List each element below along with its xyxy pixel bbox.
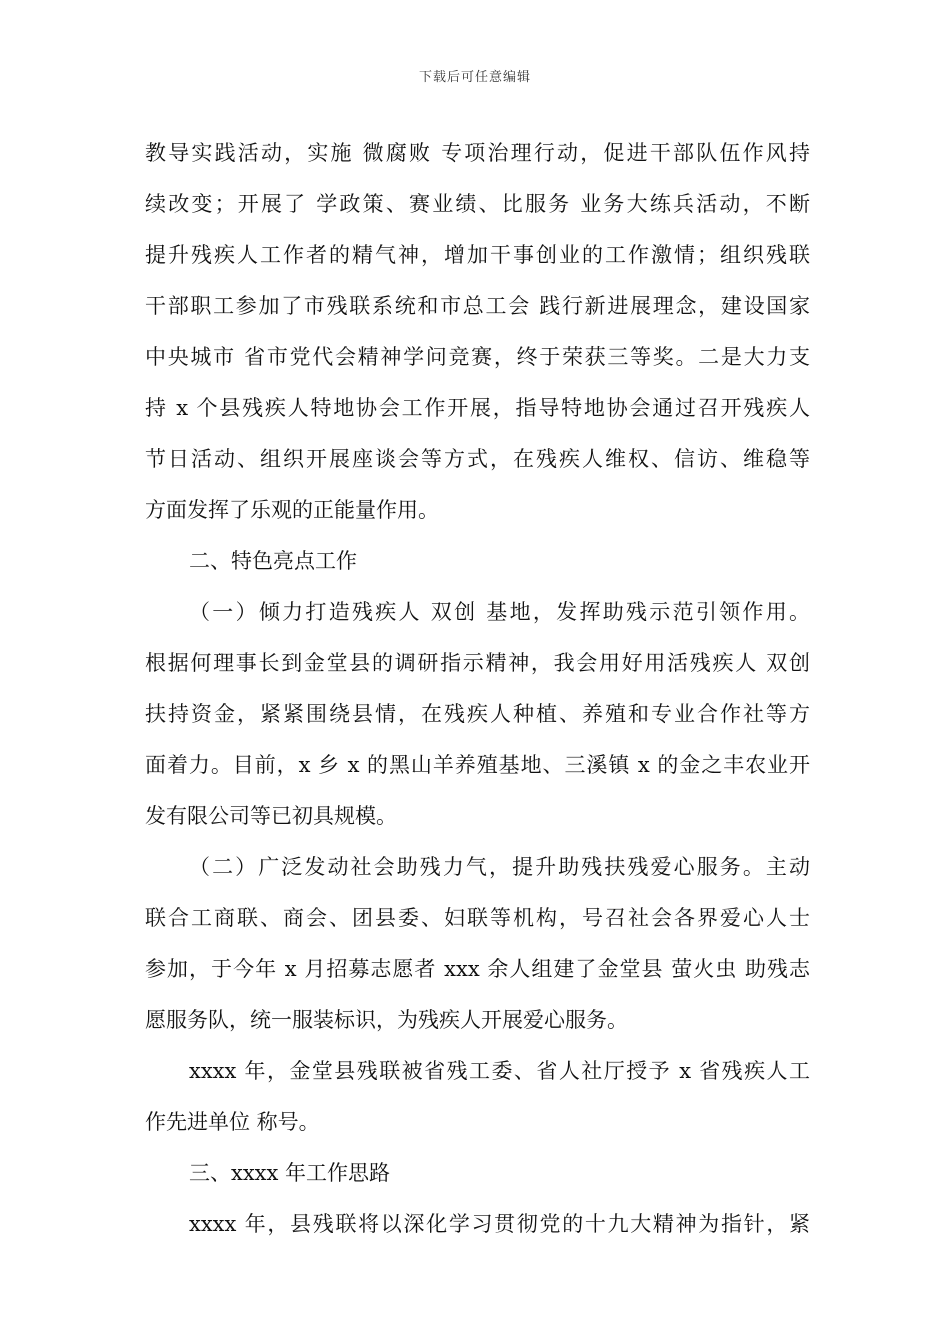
document-body (145, 128, 810, 1250)
text-line: 扶持资金，紧紧围绕县情，在残疾人种植、养殖和专业合作社等方 (145, 702, 810, 726)
text-line: 方面发挥了乐观的正能量作用。 (145, 498, 439, 522)
text-line: 提升残疾人工作者的精气神，增加干事创业的工作激情；组织残联 (145, 243, 810, 267)
text-line: （二）广泛发动社会助残力气，提升助残扶残爱心服务。主动 (189, 855, 810, 879)
text-line: 联合工商联、商会、团县委、妇联等机构，号召社会各界爱心人士 (145, 906, 810, 930)
text-line: 三、xxxx 年工作思路 (189, 1161, 391, 1185)
text-line: 面着力。目前，x 乡 x 的黑山羊养殖基地、三溪镇 x 的金之丰农业开 (145, 753, 810, 777)
text-line: 根据何理事长到金堂县的调研指示精神，我会用好用活残疾人 双创 (145, 651, 810, 675)
page-header: 下载后可任意编辑 (418, 70, 531, 85)
text-line: 节日活动、组织开展座谈会等方式，在残疾人维权、信访、维稳等 (145, 447, 810, 471)
text-line: 中央城市 省市党代会精神学问竞赛，终于荣获三等奖。二是大力支 (145, 345, 810, 369)
text-line: 二、特色亮点工作 (189, 549, 357, 573)
text-line: xxxx 年，县残联将以深化学习贯彻党的十九大精神为指针，紧 (189, 1212, 810, 1236)
text-line: 参加，于今年 x 月招募志愿者 xxx 余人组建了金堂县 萤火虫 助残志 (145, 957, 810, 981)
text-line: 教导实践活动，实施 微腐败 专项治理行动，促进干部队伍作风持 (145, 141, 810, 165)
text-line: 作先进单位 称号。 (145, 1110, 320, 1134)
text-line: xxxx 年，金堂县残联被省残工委、省人社厅授予 x 省残疾人工 (189, 1059, 810, 1083)
text-line: 续改变；开展了 学政策、赛业绩、比服务 业务大练兵活动，不断 (145, 192, 810, 216)
text-line: 干部职工参加了市残联系统和市总工会 践行新进展理念，建设国家 (145, 294, 810, 318)
text-line: 发有限公司等已初具规模。 (145, 804, 397, 828)
text-line: 持 x 个县残疾人特地协会工作开展，指导特地协会通过召开残疾人 (145, 396, 810, 420)
text-line: 愿服务队，统一服装标识，为残疾人开展爱心服务。 (145, 1008, 628, 1032)
text-line: （一）倾力打造残疾人 双创 基地，发挥助残示范引领作用。 (189, 600, 810, 624)
